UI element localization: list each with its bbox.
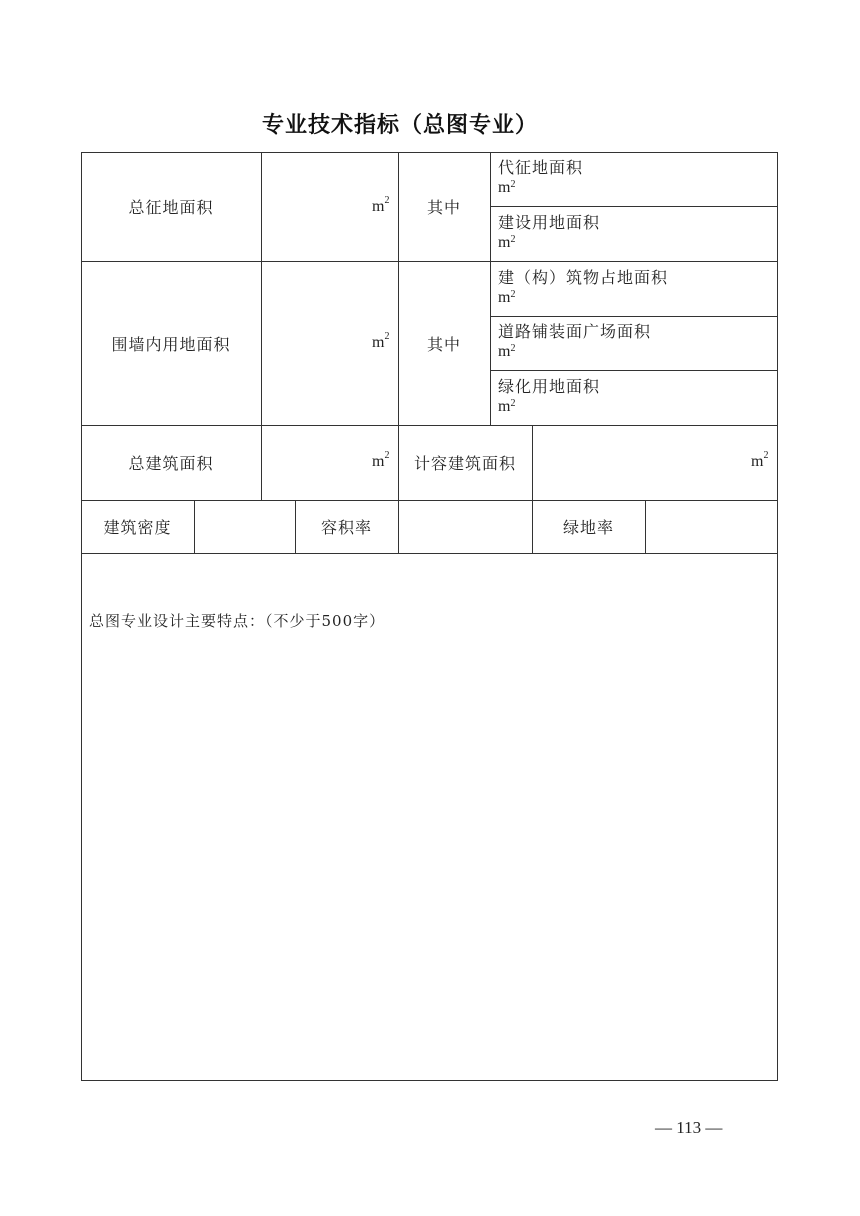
floor-area-unit: $m^2$ bbox=[372, 450, 390, 470]
sub-item-jianshe: 建设用地面积 $m^2$ bbox=[498, 213, 601, 251]
sub-item-building-footprint: 建（构）筑物占地面积 $m^2$ bbox=[498, 268, 669, 306]
far-area-label: 计容建筑面积 bbox=[413, 454, 516, 473]
design-features-note: 总图专业设计主要特点：（不少于500字） bbox=[89, 612, 386, 630]
wall-land-label: 围墙内用地面积 bbox=[111, 334, 231, 354]
document-title: 专业技术指标（总图专业） bbox=[261, 113, 538, 138]
wall-land-unit: $m^2$ bbox=[372, 331, 390, 351]
green-ratio-label: 绿地率 bbox=[562, 518, 614, 537]
density-label: 建筑密度 bbox=[103, 518, 172, 537]
indicator-table bbox=[81, 152, 778, 1081]
total-land-label: 总征地面积 bbox=[128, 198, 214, 217]
far-area-unit: $m^2$ bbox=[751, 450, 769, 470]
floor-area-label: 总建筑面积 bbox=[128, 454, 214, 473]
sub-item-road-paving: 道路铺装面广场面积 $m^2$ bbox=[498, 322, 652, 360]
total-land-qizhong: 其中 bbox=[426, 198, 461, 217]
far-label: 容积率 bbox=[320, 518, 372, 537]
total-land-unit: $m^2$ bbox=[372, 195, 390, 215]
page-number: — 113 — bbox=[655, 1118, 723, 1137]
sub-item-green-land: 绿化用地面积 $m^2$ bbox=[498, 377, 601, 415]
wall-land-qizhong: 其中 bbox=[426, 334, 461, 354]
sub-item-daizheng: 代征地面积 $m^2$ bbox=[498, 158, 584, 196]
